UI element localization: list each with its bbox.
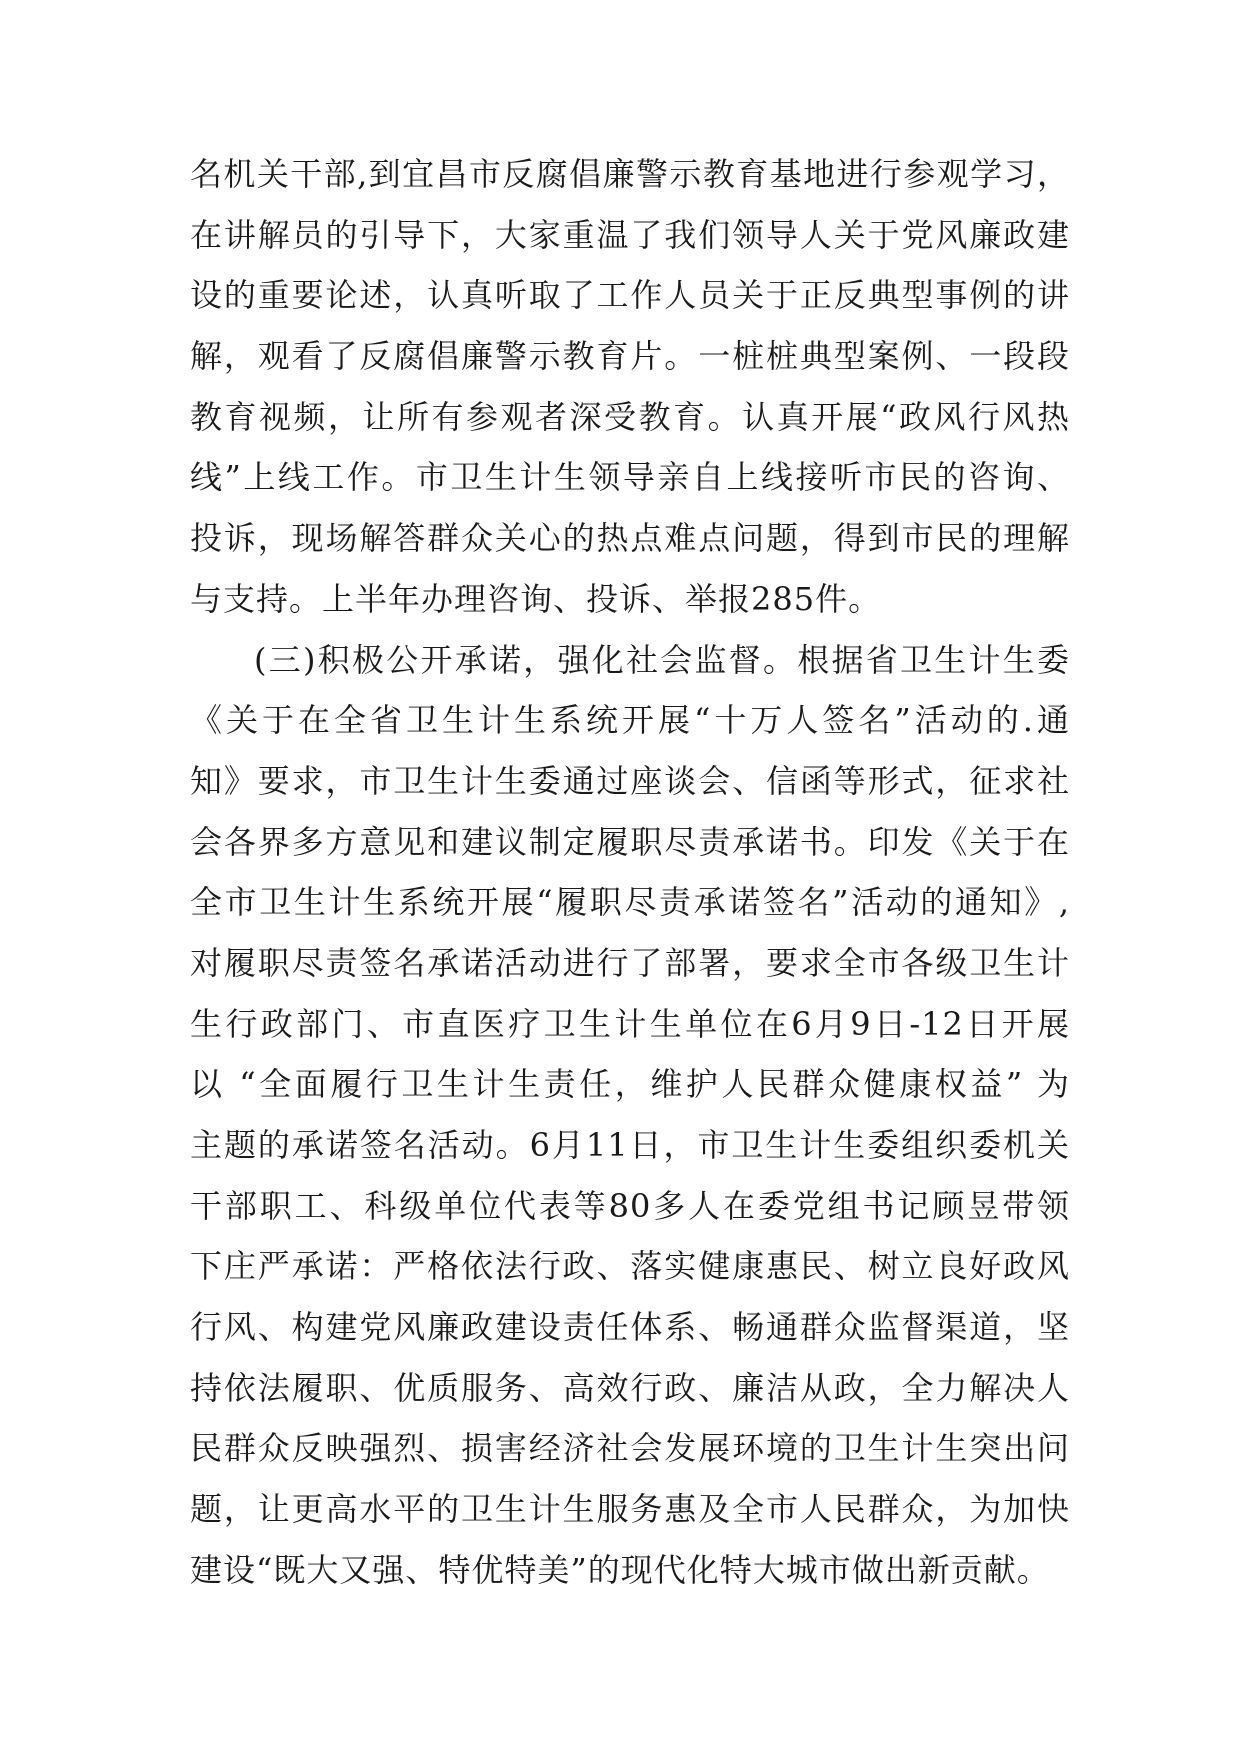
body-text [190, 144, 1070, 1601]
text-line: 建设“既大又强、特优特美”的现代化特大城市做出新贡献。 [190, 1550, 1050, 1589]
text-line: 知》要求，市卫生计生委通过座谈会、信函等形式，征求社 [190, 761, 1070, 800]
text-line: 解，观看了反腐倡廉警示教育片。一桩桩典型案例、一段段 [190, 337, 1070, 376]
text-line: 下庄严承诺：严格依法行政、落实健康惠民、树立良好政风 [190, 1247, 1070, 1286]
text-line: 生行政部门、市直医疗卫生计生单位在6月9日-12日开展 [190, 1004, 1070, 1043]
text-line: 持依法履职、优质服务、高效行政、廉洁从政，全力解决人 [190, 1368, 1070, 1407]
text-line: 《关于在全省卫生计生系统开展“十万人签名”活动的.通 [190, 701, 1070, 740]
text-line: 行风、构建党风廉政建设责任体系、畅通群众监督渠道，坚 [190, 1308, 1070, 1347]
text-line: 民群众反映强烈、损害经济社会发展环境的卫生计生突出问 [190, 1429, 1070, 1468]
text-line: 干部职工、科级单位代表等80多人在委党组书记顾昱带领 [190, 1186, 1070, 1225]
text-line: 全市卫生计生系统开展“履职尽责承诺签名”活动的通知》, [190, 883, 1070, 922]
text-line: 在讲解员的引导下，大家重温了我们领导人关于党风廉政建 [190, 215, 1070, 254]
text-line: 题，让更高水平的卫生计生服务惠及全市人民群众，为加快 [190, 1490, 1070, 1529]
text-line: 名机关干部,到宜昌市反腐倡廉警示教育基地进行参观学习， [190, 155, 1070, 193]
text-line: 会各界多方意见和建议制定履职尽责承诺书。印发《关于在 [190, 822, 1070, 861]
text-line: 设的重要论述，认真听取了工作人员关于正反典型事例的讲 [190, 276, 1070, 315]
section-heading-line: (三)积极公开承诺，强化社会监督。根据省卫生计生委 [254, 640, 1070, 679]
text-line: 线”上线工作。市卫生计生领导亲自上线接听市民的咨询、 [190, 458, 1070, 497]
text-line: 主题的承诺签名活动。6月11日，市卫生计生委组织委机关 [190, 1126, 1070, 1164]
text-line: 以 “全面履行卫生计生责任，维护人民群众健康权益” 为 [190, 1065, 1070, 1104]
text-line: 教育视频，让所有参观者深受教育。认真开展“政风行风热 [190, 397, 1070, 436]
text-line: 对履职尽责签名承诺活动进行了部署，要求全市各级卫生计 [190, 943, 1070, 982]
text-line: 投诉，现场解答群众关心的热点难点问题，得到市民的理解 [190, 519, 1070, 558]
text-line: 与支持。上半年办理咨询、投诉、举报285件。 [190, 579, 882, 618]
